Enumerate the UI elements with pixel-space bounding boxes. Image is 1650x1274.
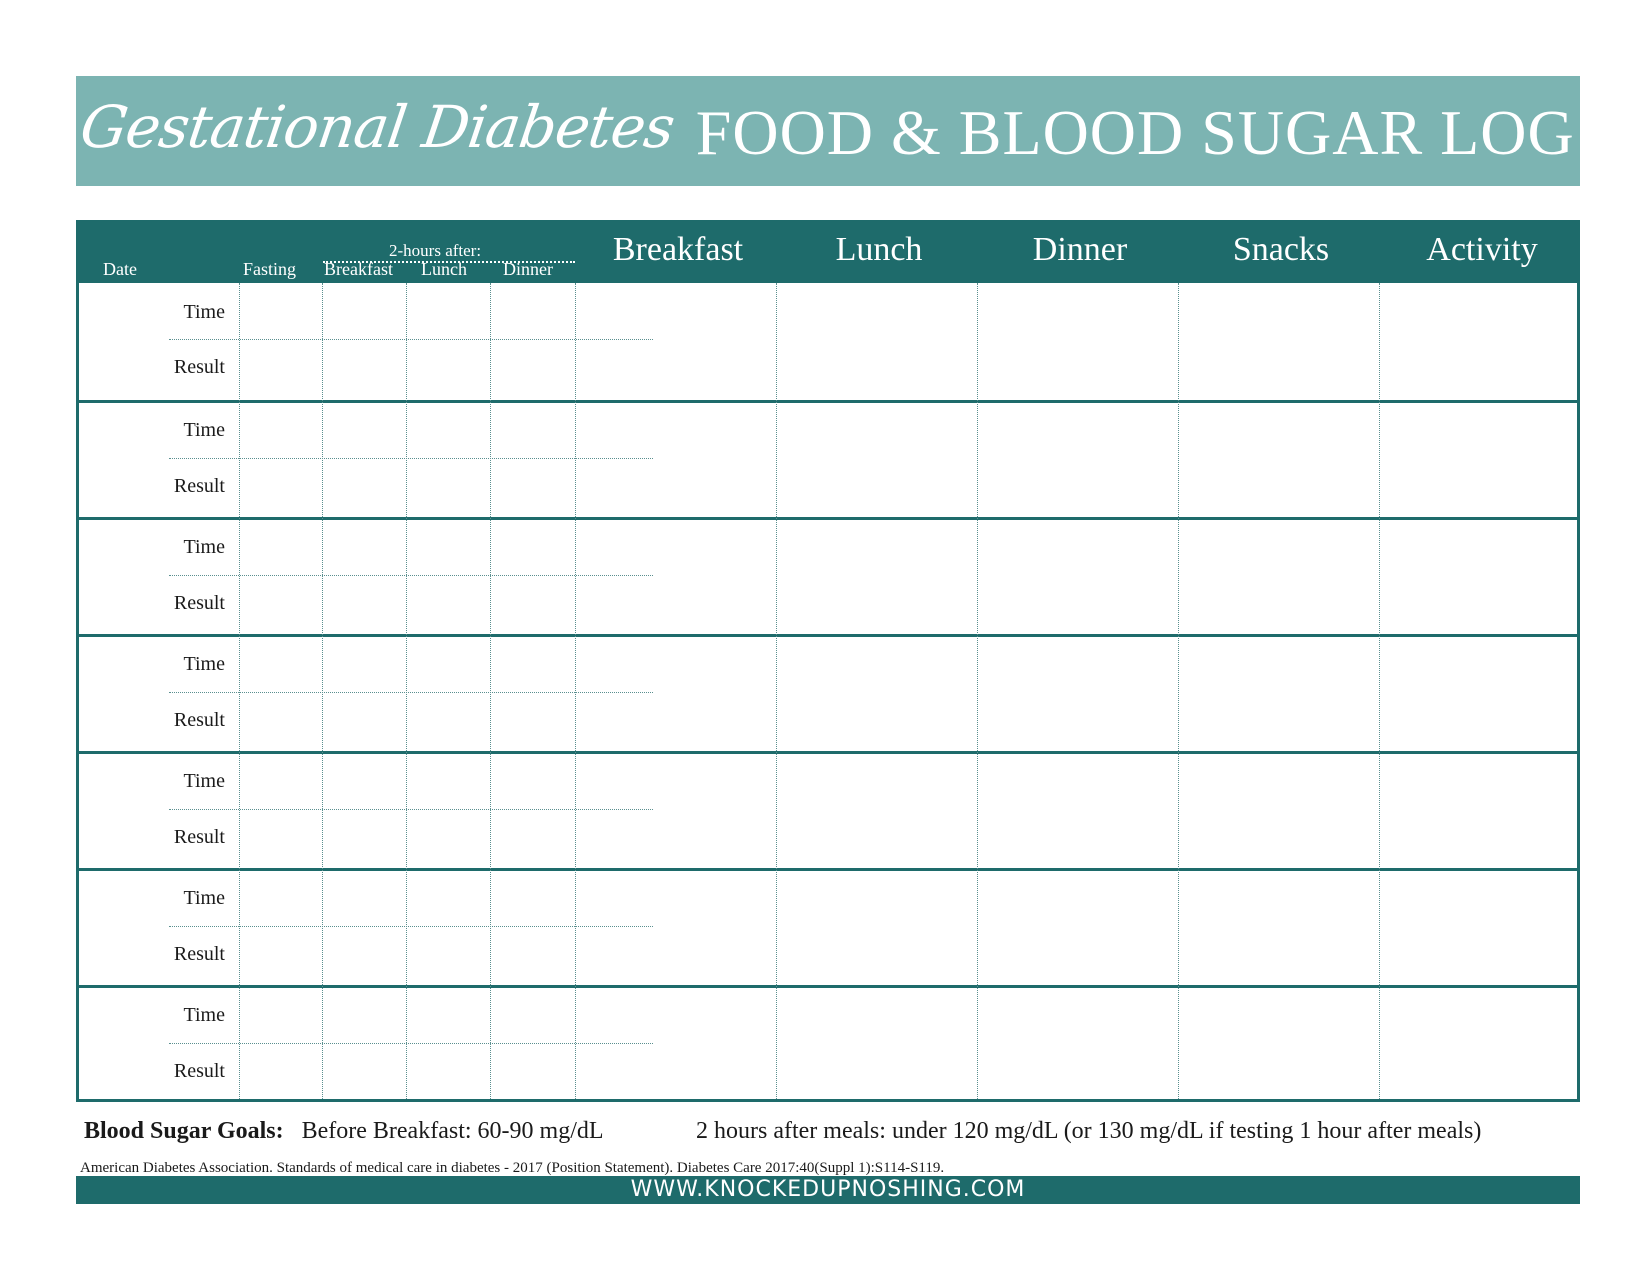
header-snacks: Snacks	[1232, 231, 1330, 268]
header-after-dinner: Dinner	[503, 259, 553, 279]
time-label: Time	[183, 301, 225, 323]
day-block	[79, 751, 1577, 871]
day-block	[79, 868, 1577, 988]
header-after-breakfast: Breakfast	[324, 259, 393, 279]
day-block	[79, 634, 1577, 754]
row-divider	[169, 575, 653, 576]
time-label: Time	[183, 536, 225, 558]
day-block	[79, 985, 1577, 1105]
time-label: Time	[183, 887, 225, 909]
column-divider	[776, 283, 777, 1099]
result-label: Result	[173, 709, 225, 731]
log-table	[76, 220, 1580, 1102]
table-header	[79, 223, 1577, 283]
result-label: Result	[173, 826, 225, 848]
header-after-lunch: Lunch	[421, 259, 467, 279]
result-label: Result	[173, 356, 225, 378]
row-divider	[169, 692, 653, 693]
header-date: Date	[103, 259, 137, 279]
header-fasting: Fasting	[243, 259, 297, 279]
title-caps: FOOD & BLOOD SUGAR LOG	[695, 97, 1575, 168]
column-divider	[1379, 283, 1380, 1099]
time-label: Time	[183, 653, 225, 675]
header-activity: Activity	[1426, 231, 1538, 268]
time-label: Time	[183, 1004, 225, 1026]
column-divider	[322, 283, 323, 1099]
column-divider	[406, 283, 407, 1099]
header-breakfast: Breakfast	[612, 231, 744, 268]
header-two-hours-after: 2-hours after:	[389, 241, 482, 260]
time-label: Time	[183, 419, 225, 441]
blood-sugar-goals	[84, 1118, 1584, 1145]
column-divider	[239, 283, 240, 1099]
result-label: Result	[173, 943, 225, 965]
result-label: Result	[173, 475, 225, 497]
result-label: Result	[173, 592, 225, 614]
column-divider	[1178, 283, 1179, 1099]
title-banner	[76, 76, 1580, 186]
row-divider	[169, 926, 653, 927]
column-divider	[977, 283, 978, 1099]
goals-label: Blood Sugar Goals:	[84, 1118, 284, 1144]
row-divider	[169, 339, 653, 340]
day-block	[79, 517, 1577, 637]
row-divider	[169, 458, 653, 459]
citation: American Diabetes Association. Standards of medical care in diabetes - 2017 (Position Statement). Diabetes Care 2017:40(Suppl 1):S114-S119.	[80, 1160, 945, 1176]
goal-before-breakfast: Before Breakfast: 60-90 mg/dL	[301, 1118, 604, 1144]
website-footer: WWW.KNOCKEDUPNOSHING.COM	[76, 1176, 1580, 1204]
header-dinner: Dinner	[1032, 231, 1128, 268]
time-label: Time	[183, 770, 225, 792]
column-divider	[490, 283, 491, 1099]
result-label: Result	[173, 1060, 225, 1082]
row-divider	[169, 809, 653, 810]
row-divider	[169, 1043, 653, 1044]
goal-after-meals: 2 hours after meals: under 120 mg/dL (or 130 mg/dL if testing 1 hour after meals)	[696, 1118, 1482, 1144]
title-script: Gestational Diabetes	[76, 93, 679, 161]
header-lunch: Lunch	[835, 231, 923, 268]
day-block	[79, 283, 1577, 400]
day-block	[79, 400, 1577, 520]
column-divider	[575, 283, 576, 1099]
